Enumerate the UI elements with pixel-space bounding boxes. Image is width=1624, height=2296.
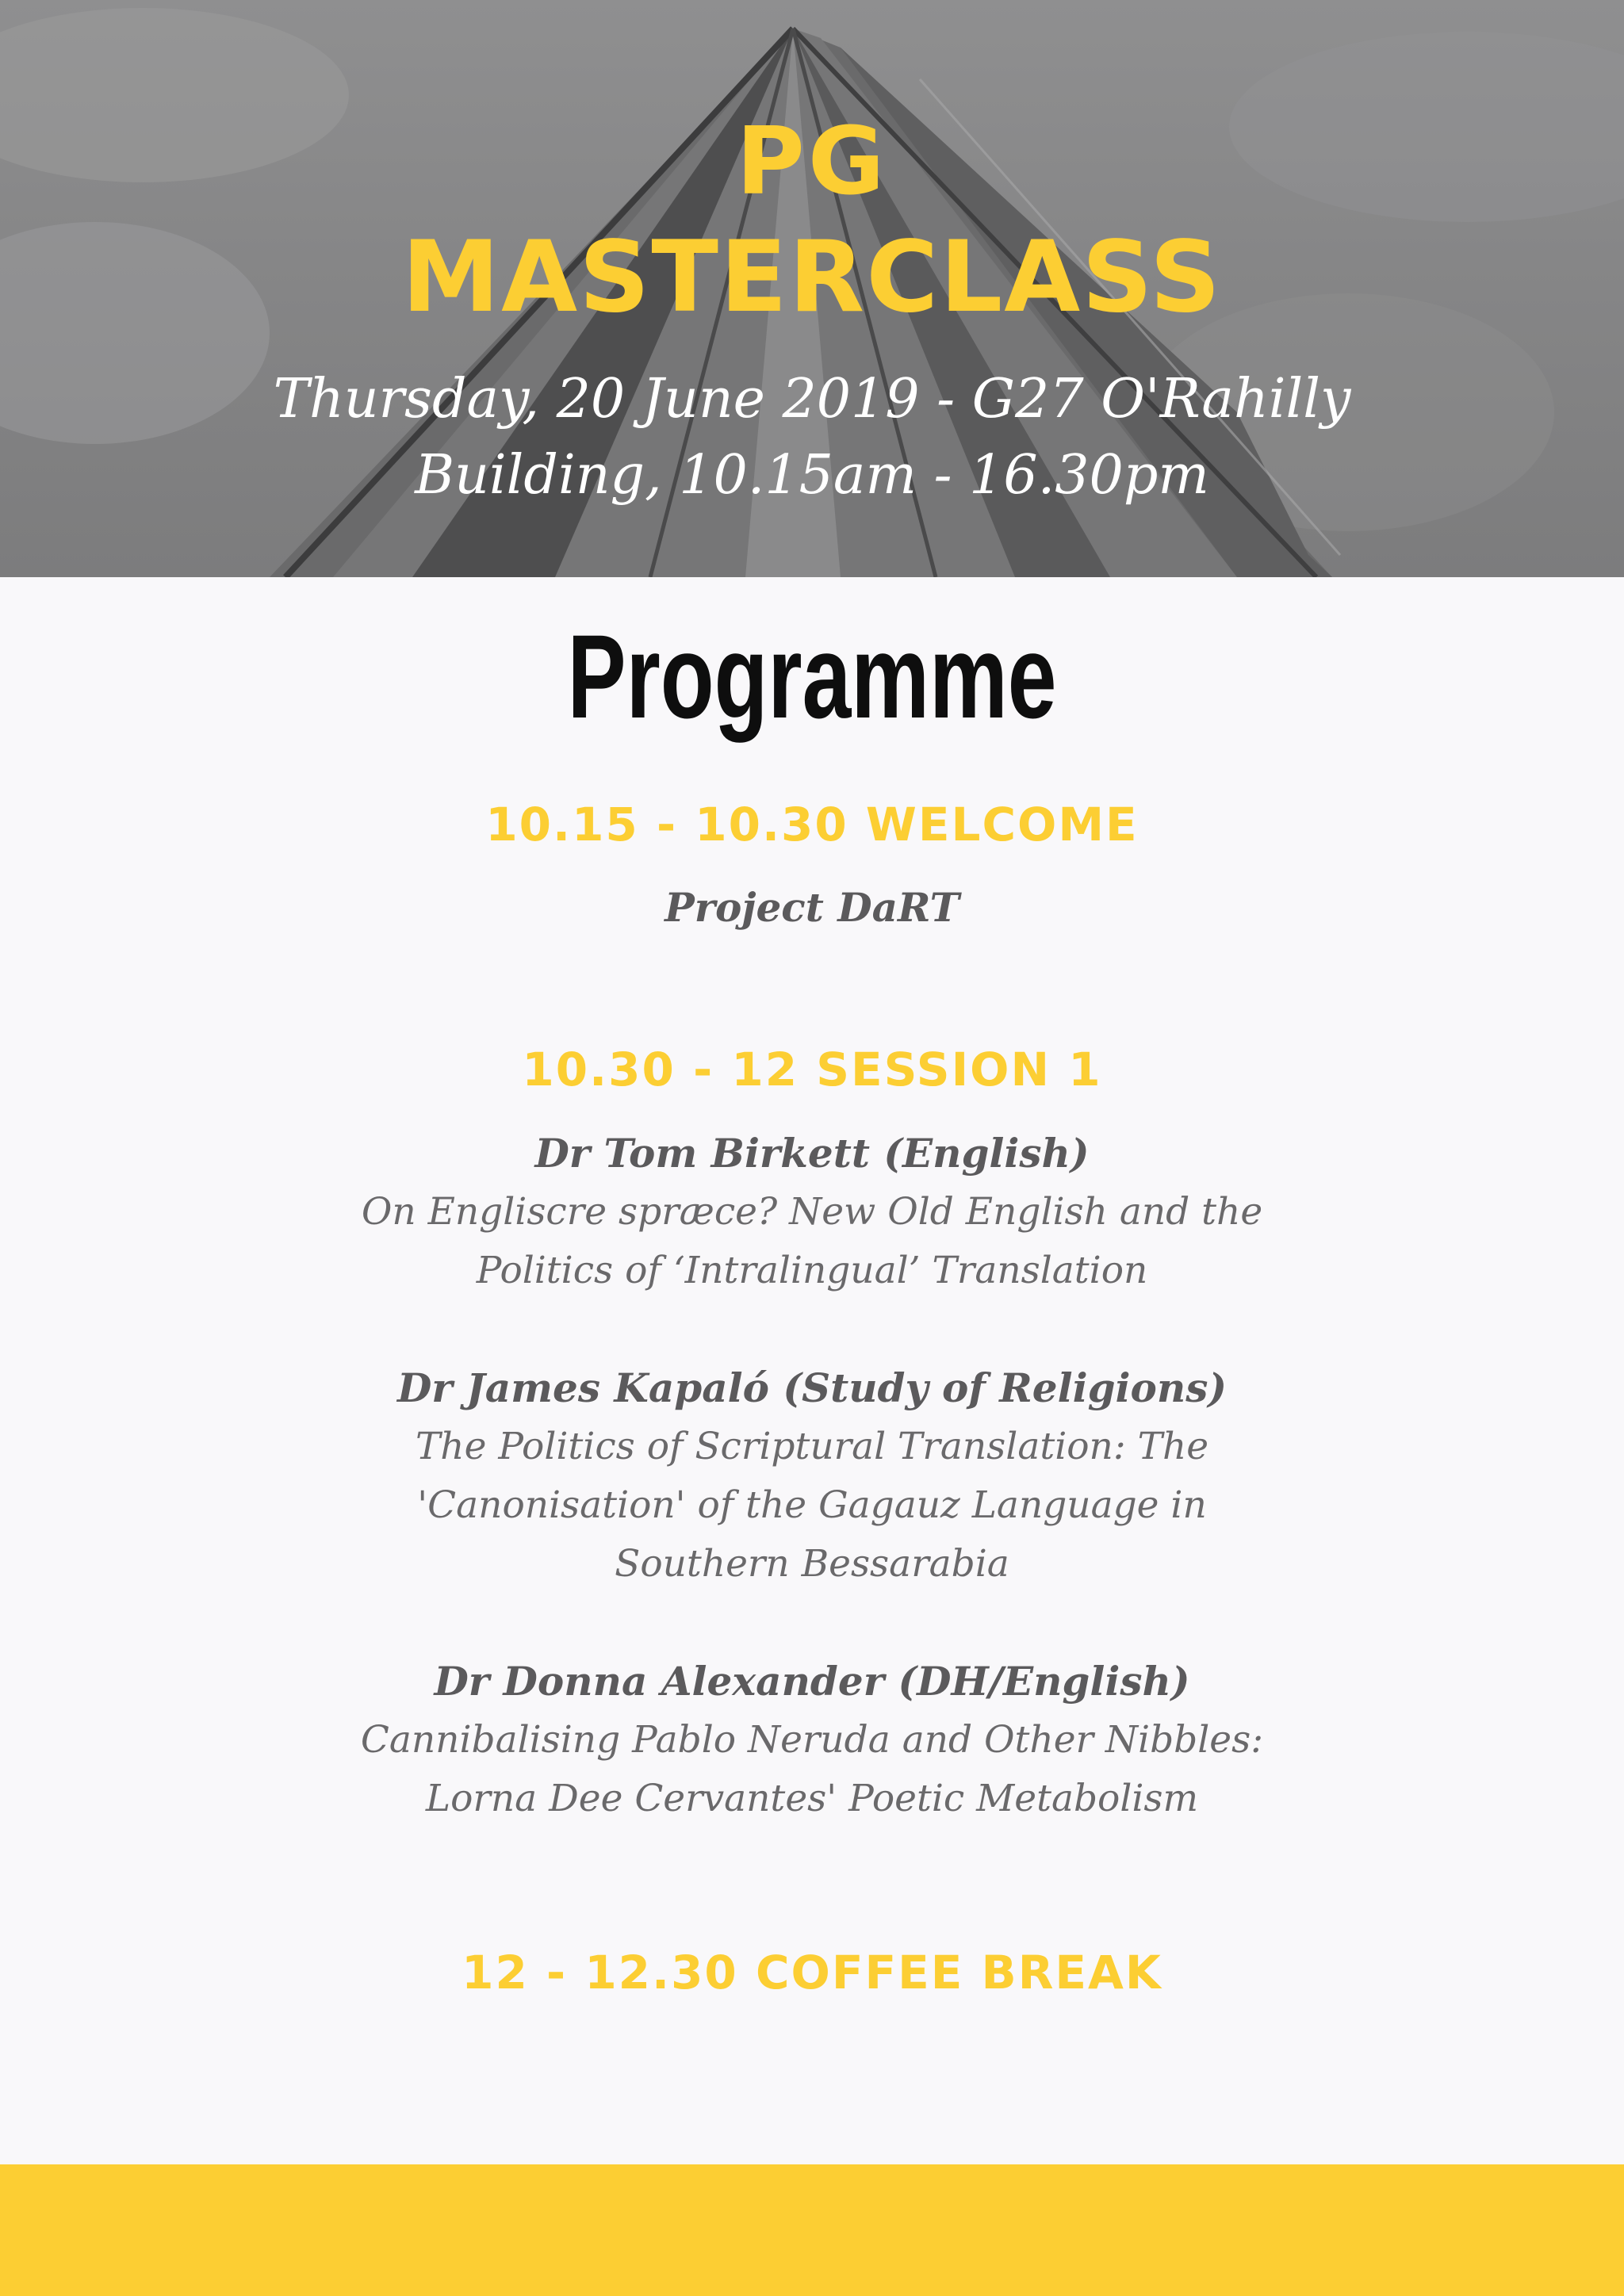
programme-heading: Programme <box>567 610 1057 743</box>
footer-band <box>0 2164 1624 2296</box>
talk-speaker: Dr James Kapaló (Study of Religions) <box>396 1364 1228 1411</box>
hero-banner <box>0 0 1624 577</box>
talk-title-line: Lorna Dee Cervantes' Poetic Metabolism <box>425 1777 1199 1820</box>
talk-title-line: 'Canonisation' of the Gagauz Language in <box>417 1483 1207 1527</box>
talk-speaker: Dr Donna Alexander (DH/English) <box>434 1658 1190 1705</box>
event-details-line1: Thursday, 20 June 2019 - G27 O'Rahilly <box>273 368 1351 430</box>
welcome-host: Project DaRT <box>665 884 959 931</box>
talk-speaker: Dr Tom Birkett (English) <box>534 1130 1090 1177</box>
coffee-break-slot: 12 - 12.30 COFFEE BREAK <box>462 1946 1162 1999</box>
session1-slot: 10.30 - 12 SESSION 1 <box>522 1043 1102 1096</box>
welcome-slot: 10.15 - 10.30 WELCOME <box>485 798 1139 851</box>
talk-title-line: On Engliscre spræce? New Old English and the <box>361 1190 1263 1234</box>
event-title-line2: MASTERCLASS <box>401 220 1223 335</box>
talk-title-line: Southern Bessarabia <box>615 1542 1009 1586</box>
event-title-line1: PG <box>736 106 888 216</box>
talk-title-line: Cannibalising Pablo Neruda and Other Nibbles: <box>360 1718 1264 1762</box>
talk-title-line: Politics of ‘Intralingual’ Translation <box>476 1249 1148 1292</box>
talk-title-line: The Politics of Scriptural Translation: The <box>415 1425 1209 1468</box>
event-details-line2: Building, 10.15am - 16.30pm <box>415 444 1209 507</box>
